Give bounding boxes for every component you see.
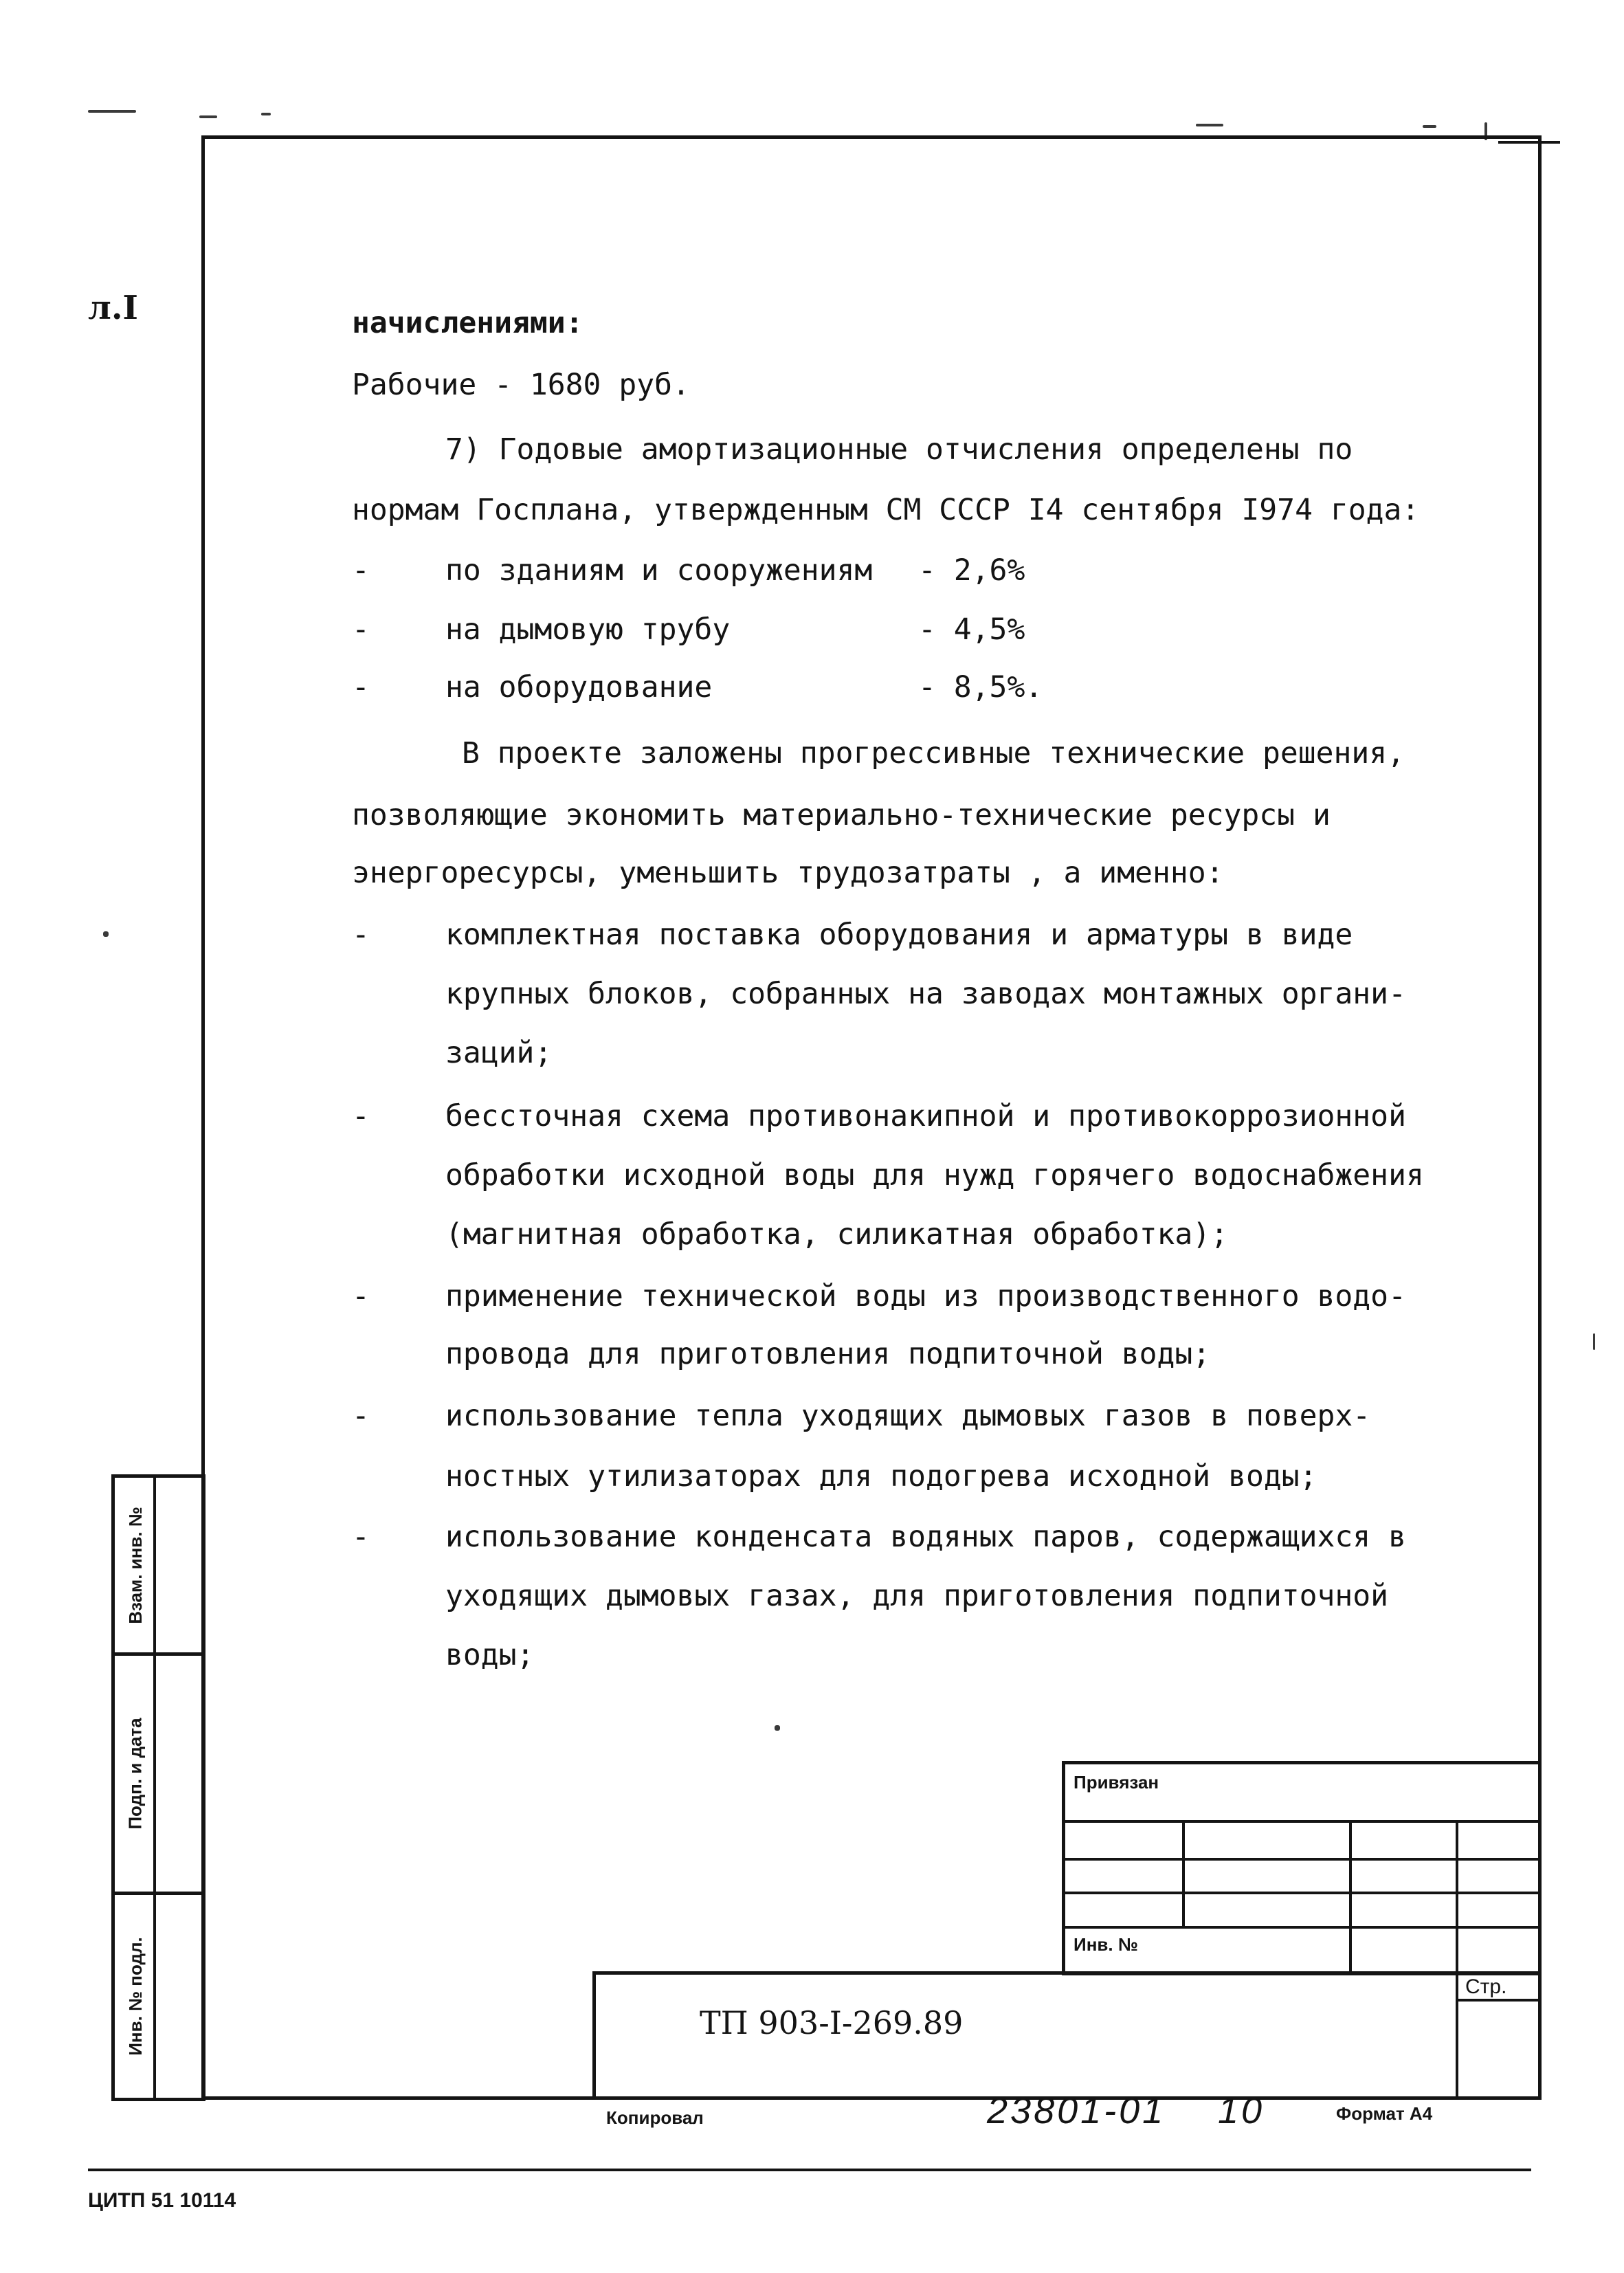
text-line: позволяющие экономить материально-технические ресурсы и — [352, 798, 1331, 832]
scan-mark — [103, 931, 109, 937]
list-dash: - — [352, 1279, 370, 1313]
stamp-line — [1456, 1820, 1458, 1975]
page-label: Стр. — [1465, 1975, 1507, 1998]
footer-rule — [88, 2169, 1531, 2171]
privyazan-label: Привязан — [1074, 1772, 1159, 1793]
text-line: нормам Госплана, утвержденным СМ СССР I4 сентября I974 года: — [352, 493, 1420, 527]
stamp-line — [1349, 1820, 1352, 1975]
scan-mark — [199, 115, 217, 118]
frame-top-extension — [1498, 141, 1560, 144]
scan-mark — [1423, 125, 1436, 128]
text-line: начислениями: — [352, 306, 583, 340]
bullet-line: уходящих дымовых газах, для приготовления подпиточной — [445, 1579, 1389, 1613]
stamp-line — [1062, 1926, 1542, 1929]
format-label: Формат А4 — [1336, 2103, 1433, 2124]
printer-code: ЦИТП 51 10114 — [88, 2189, 236, 2212]
scan-mark — [1593, 1333, 1595, 1350]
bullet-line: обработки исходной воды для нужд горячего водоснабжения — [445, 1158, 1424, 1193]
inv-no-label: Инв. № — [1074, 1934, 1138, 1955]
side-label-vzam: Взам. инв. № — [124, 1506, 146, 1624]
side-stamp — [111, 1474, 205, 2101]
side-label-inv-podl: Инв. № подл. — [124, 1937, 146, 2056]
title-block-divider — [1456, 1971, 1458, 2100]
list-dash: - — [352, 918, 370, 952]
text-line: энергоресурсы, уменьшить трудозатраты , а именно: — [352, 856, 1224, 890]
title-block-divider — [1456, 1999, 1542, 2002]
page-number: 10 — [1218, 2090, 1265, 2131]
norm-value: - 4,5% — [918, 612, 1025, 647]
text-line: В проекте заложены прогрессивные технические решения, — [462, 736, 1405, 770]
scan-mark — [1196, 124, 1223, 126]
text-line: 7) Годовые амортизационные отчисления определены по — [445, 432, 1353, 467]
bullet-line: бессточная схема противонакипной и противокоррозионной — [445, 1099, 1406, 1133]
bullet-line: использование конденсата водяных паров, содержащихся в — [445, 1520, 1406, 1554]
stamp-line — [1062, 1858, 1542, 1861]
side-label-podp: Подп. и дата — [124, 1718, 146, 1830]
bullet-line: ностных утилизаторах для подогрева исходной воды; — [445, 1459, 1317, 1494]
bullet-line: комплектная поставка оборудования и арматуры в виде — [445, 918, 1353, 952]
bullet-line: воды; — [445, 1638, 535, 1672]
bullet-line: провода для приготовления подпиточной воды; — [445, 1337, 1211, 1371]
scan-mark — [261, 113, 271, 115]
bullet-line: применение технической воды из производственного водо- — [445, 1279, 1406, 1313]
norm-item: на оборудование — [445, 670, 713, 705]
sheet-mark: л.I — [88, 289, 139, 327]
stamp-line — [1182, 1820, 1185, 1927]
list-dash: - — [352, 612, 370, 647]
document-code: ТП 903-I-269.89 — [700, 2004, 964, 2041]
list-dash: - — [352, 1399, 370, 1433]
bullet-line: (магнитная обработка, силикатная обработка); — [445, 1217, 1229, 1252]
list-dash: - — [352, 553, 370, 588]
stamp-line — [1062, 1892, 1542, 1894]
list-dash: - — [352, 670, 370, 705]
archive-number: 23801-01 — [987, 2090, 1166, 2131]
bullet-line: крупных блоков, собранных на заводах монтажных органи- — [445, 977, 1406, 1011]
text-line: Рабочие - 1680 руб. — [352, 368, 690, 402]
norm-value: - 2,6% — [918, 553, 1025, 588]
bullet-line: использование тепла уходящих дымовых газов в поверх- — [445, 1399, 1371, 1433]
list-dash: - — [352, 1520, 370, 1554]
scan-mark — [88, 110, 136, 113]
norm-item: на дымовую трубу — [445, 612, 731, 647]
norm-item: по зданиям и сооружениям — [445, 553, 873, 588]
kopiroval-label: Копировал — [606, 2107, 704, 2128]
stamp-line — [1062, 1820, 1542, 1823]
norm-value: - 8,5%. — [918, 670, 1043, 705]
bullet-line: заций; — [445, 1036, 553, 1070]
list-dash: - — [352, 1099, 370, 1133]
